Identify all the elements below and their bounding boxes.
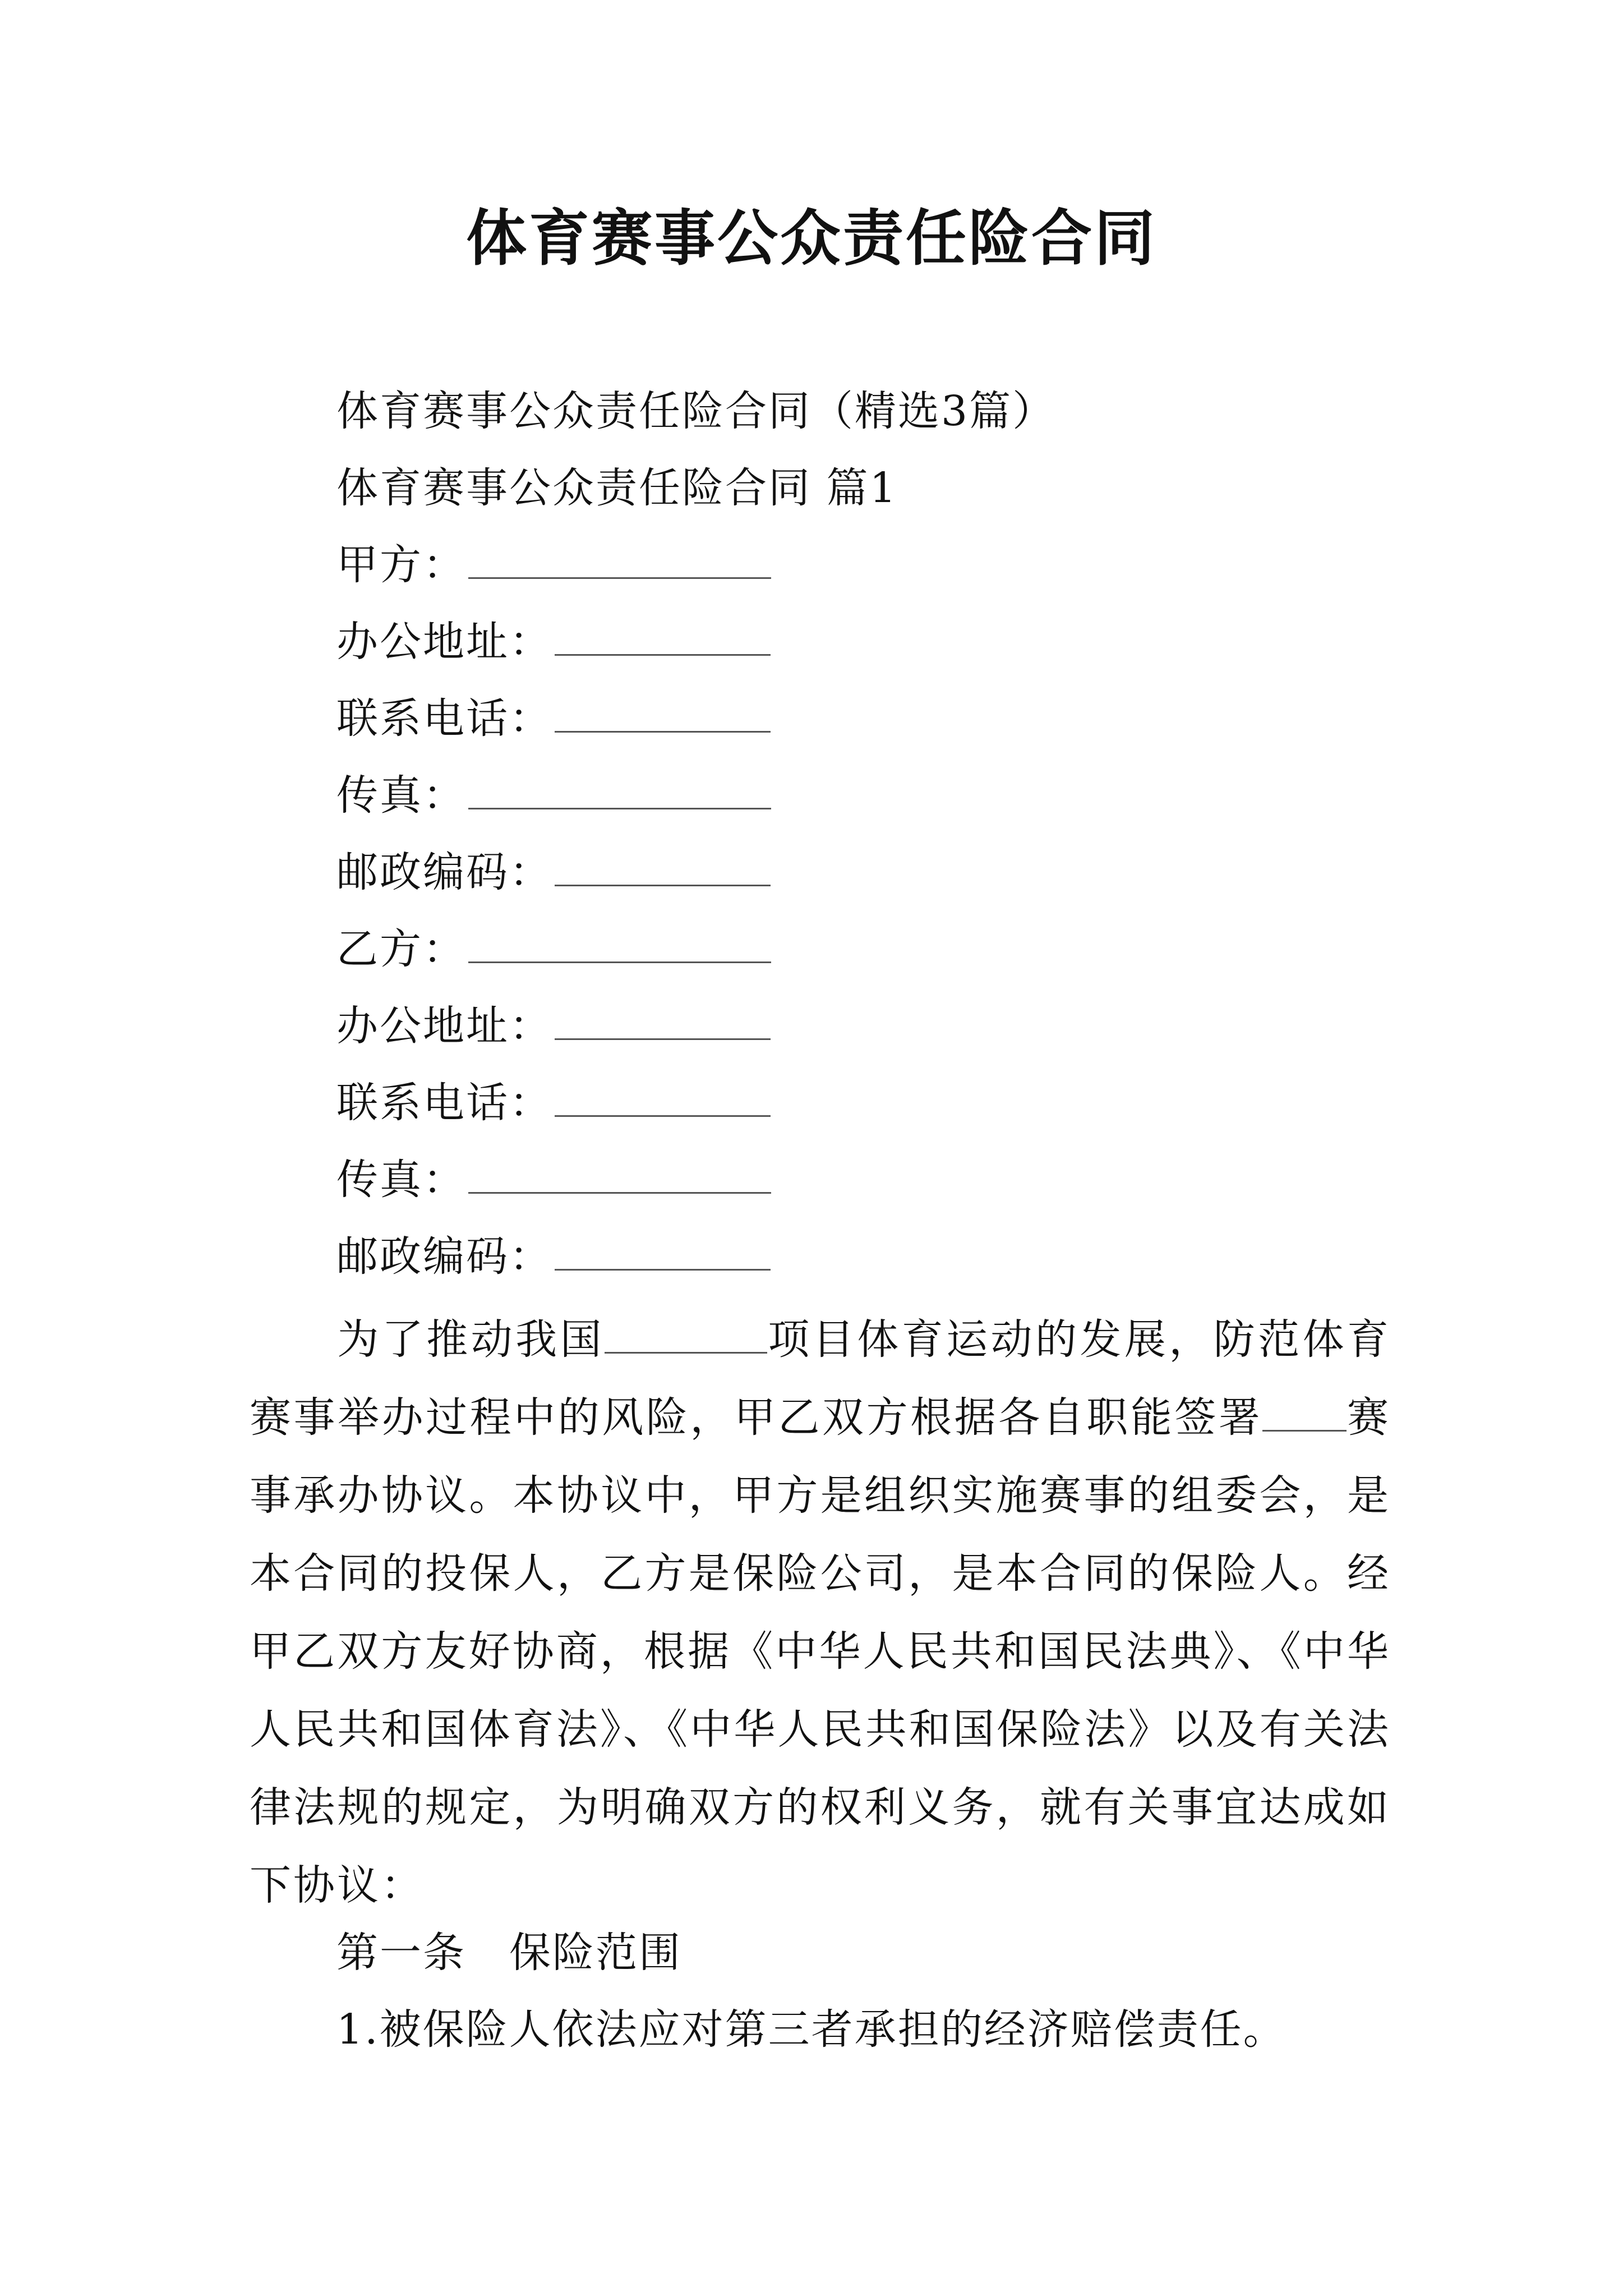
party-b-postcode-blank[interactable] [555, 1230, 771, 1271]
party-b-fax-line [336, 1152, 771, 1208]
document-title: 体育赛事公众责任险合同 [465, 203, 1157, 274]
party-a-phone-blank[interactable] [555, 692, 771, 733]
party-a-fax-blank[interactable] [468, 769, 771, 809]
party-b-phone-blank[interactable] [555, 1076, 771, 1117]
section-heading: 体育赛事公众责任险合同 篇1 [336, 464, 898, 512]
party-a-fax-label: 传真： [336, 771, 466, 820]
party-b-phone-label: 联系电话： [336, 1079, 552, 1127]
party-b-address-line [336, 998, 771, 1054]
article-1-item-1: 1.被保险人依法应对第三者承担的经济赔偿责任。 [336, 2005, 1287, 2054]
party-a-blank[interactable] [468, 538, 771, 579]
party-a-postcode-label: 邮政编码： [336, 848, 552, 896]
party-b-address-blank[interactable] [555, 999, 771, 1040]
party-b-address-label: 办公地址： [336, 1002, 552, 1050]
party-a-postcode-blank[interactable] [555, 845, 771, 886]
party-a-phone-label: 联系电话： [336, 694, 552, 743]
agreement-blank[interactable] [1262, 1395, 1347, 1432]
intro-part3: 赛事承办协议。本协议中，甲方是组织实施赛事的组委会，是本合同的投保人，乙方是保险公司，是本合同的保险人。经甲乙双方友好协商，根据《中华人民共和国民法典》、《中华人民共和国体育法》、《中华人民共和国保险法》以及有关法律法规的规定，为明确双方的权利义务，就有关事宜达成如下协议： [250, 1393, 1391, 1910]
party-b-label: 乙方： [336, 925, 466, 973]
article-1-heading: 第一条 保险范围 [336, 1929, 682, 1977]
party-b-blank[interactable] [468, 922, 771, 963]
party-b-fax-label: 传真： [336, 1156, 466, 1204]
party-a-address-line [336, 614, 771, 670]
party-a-fax-line [336, 767, 771, 823]
party-a-address-blank[interactable] [555, 615, 771, 656]
party-a-line [336, 537, 771, 593]
party-a-label: 甲方： [336, 541, 466, 589]
party-b-fax-blank[interactable] [468, 1153, 771, 1194]
party-b-postcode-label: 邮政编码： [336, 1232, 552, 1281]
party-b-phone-line [336, 1075, 771, 1131]
document-subtitle: 体育赛事公众责任险合同（精选3篇） [336, 387, 1056, 435]
sport-item-blank[interactable] [605, 1317, 767, 1354]
party-a-postcode-line [336, 844, 771, 900]
intro-paragraph [250, 1301, 1391, 1925]
party-b-postcode-line [336, 1228, 771, 1285]
party-b-line [336, 921, 771, 977]
intro-part1: 为了推动我国 [336, 1315, 605, 1364]
party-a-address-label: 办公地址： [336, 618, 552, 666]
party-a-phone-line [336, 691, 771, 747]
intro-part2: 项目体育运动的发展，防范体育赛事举办过程中的风险，甲乙双方根据各自职能签署 [250, 1315, 1391, 1442]
